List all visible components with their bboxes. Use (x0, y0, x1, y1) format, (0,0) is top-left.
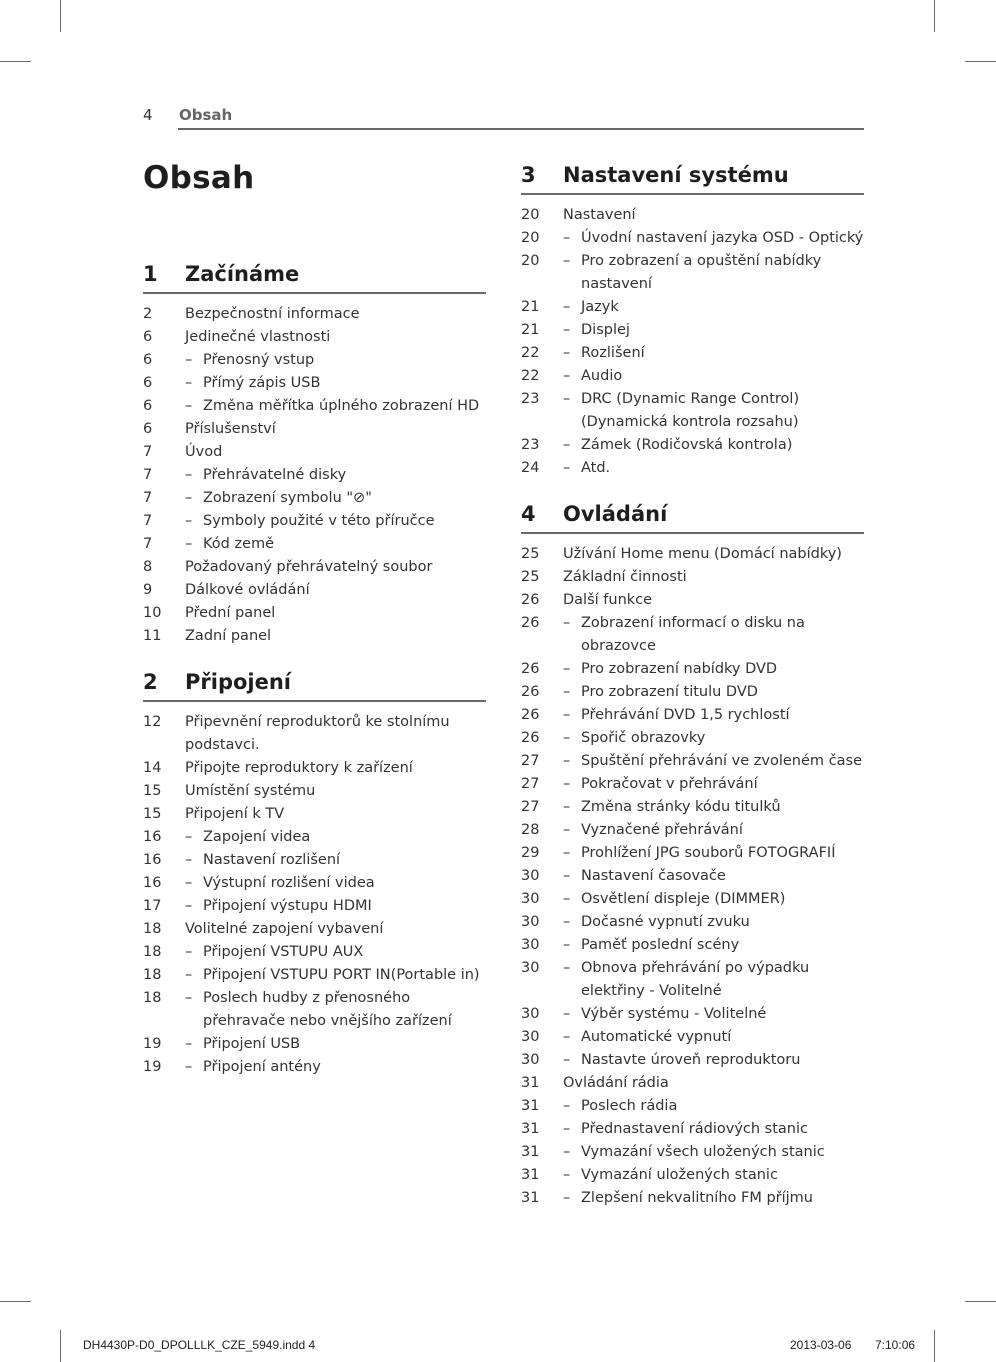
subentry-dash: – (563, 960, 571, 976)
entry-text: Přenosný vstup (203, 352, 315, 368)
subentry-dash: – (185, 536, 193, 552)
toc-subentry[interactable] (521, 1095, 864, 1118)
toc-entry[interactable] (143, 556, 486, 579)
subentry-dash: – (185, 513, 193, 529)
entry-page-number: 25 (521, 546, 540, 562)
footer-date: 2013-03-06 (790, 1338, 852, 1352)
toc-entry[interactable] (521, 589, 864, 612)
section-number: 4 (521, 502, 536, 526)
entry-text: Další funkce (563, 592, 653, 608)
entry-text: Zobrazení symbolu "⊘" (203, 490, 372, 506)
toc-subentry[interactable] (521, 1003, 864, 1026)
entry-text: Audio (581, 368, 623, 384)
toc-subentry[interactable] (143, 487, 486, 510)
toc-subentry[interactable] (521, 957, 864, 1003)
toc-subentry[interactable] (521, 388, 864, 434)
subentry-dash: – (563, 322, 571, 338)
entry-text: Přednastavení rádiových stanic (581, 1121, 808, 1137)
entry-text: Zobrazení informací o disku na obrazovce (581, 615, 810, 654)
entry-text: Připojení výstupu HDMI (203, 898, 372, 914)
entry-text: Přehrávatelné disky (203, 467, 347, 483)
subentry-dash: – (185, 352, 193, 368)
entry-text: Jedinečné vlastnosti (185, 329, 331, 345)
entry-text: Spuštění přehrávání ve zvoleném čase (581, 753, 862, 769)
entry-text: Vymazání všech uložených stanic (581, 1144, 825, 1160)
subentry-dash: – (563, 684, 571, 700)
toc-subentry[interactable] (521, 365, 864, 388)
entry-text: Vyznačené přehrávání (581, 822, 743, 838)
toc-entry[interactable] (521, 543, 864, 566)
entry-page-number: 19 (143, 1059, 162, 1075)
subentry-dash: – (185, 875, 193, 891)
toc-subentry[interactable] (143, 1033, 486, 1056)
toc-subentry[interactable] (521, 842, 864, 865)
entry-page-number: 26 (521, 592, 540, 608)
toc-subentry[interactable] (521, 1026, 864, 1049)
toc-subentry[interactable] (521, 1141, 864, 1164)
footer-file-slug: DH4430P-D0_DPOLLLK_CZE_5949.indd 4 (83, 1338, 316, 1352)
entry-text: Výstupní rozlišení videa (203, 875, 375, 891)
entry-text: Pokračovat v přehrávání (581, 776, 758, 792)
entry-page-number: 7 (143, 467, 153, 483)
toc-subentry[interactable] (143, 872, 486, 895)
entry-page-number: 22 (521, 345, 540, 361)
entry-page-number: 18 (143, 921, 162, 937)
entry-page-number: 29 (521, 845, 540, 861)
entry-page-number: 22 (521, 368, 540, 384)
toc-entry[interactable] (143, 418, 486, 441)
section-heading (143, 670, 486, 702)
toc-section (143, 670, 486, 1079)
subentry-dash: – (563, 345, 571, 361)
entry-text: Automatické vypnutí (581, 1029, 732, 1045)
toc-entry[interactable] (143, 303, 486, 326)
toc-subentry[interactable] (521, 773, 864, 796)
entry-text: Volitelné zapojení vybavení (185, 921, 384, 937)
entry-page-number: 27 (521, 799, 540, 815)
subentry-dash: – (563, 868, 571, 884)
entry-text: Bezpečnostní informace (185, 306, 360, 322)
toc-subentry[interactable] (521, 658, 864, 681)
entry-page-number: 23 (521, 437, 540, 453)
toc-subentry[interactable] (521, 434, 864, 457)
entry-page-number: 6 (143, 352, 153, 368)
toc-entry[interactable] (143, 602, 486, 625)
entry-page-number: 30 (521, 1052, 540, 1068)
entry-page-number: 16 (143, 875, 162, 891)
subentry-dash: – (185, 829, 193, 845)
entry-page-number: 30 (521, 1029, 540, 1045)
entry-text: Nastavení rozlišení (203, 852, 341, 868)
subentry-dash: – (563, 799, 571, 815)
subentry-dash: – (563, 460, 571, 476)
entry-page-number: 20 (521, 207, 540, 223)
toc-subentry[interactable] (521, 911, 864, 934)
subentry-dash: – (185, 398, 193, 414)
subentry-dash: – (563, 1029, 571, 1045)
entry-text: Dálkové ovládání (185, 582, 310, 598)
subentry-dash: – (185, 490, 193, 506)
section-title: Připojení (185, 670, 291, 694)
entry-text: Změna měřítka úplného zobrazení HD (203, 398, 480, 414)
entry-text: Požadovaný přehrávatelný soubor (185, 559, 433, 575)
entry-text: Příslušenství (185, 421, 276, 437)
subentry-dash: – (185, 967, 193, 983)
entry-page-number: 27 (521, 776, 540, 792)
entry-text: Poslech rádia (581, 1098, 678, 1114)
subentry-dash: – (185, 944, 193, 960)
running-head (143, 106, 864, 130)
toc-entry[interactable] (143, 918, 486, 941)
entry-page-number: 26 (521, 684, 540, 700)
running-head-page-number: 4 (143, 106, 153, 124)
subentry-dash: – (185, 990, 193, 1006)
entry-page-number: 23 (521, 391, 540, 407)
entry-page-number: 18 (143, 967, 162, 983)
entry-text: Umístění systému (185, 783, 316, 799)
subentry-dash: – (563, 891, 571, 907)
entry-page-number: 31 (521, 1098, 540, 1114)
entry-page-number: 16 (143, 829, 162, 845)
subentry-dash: – (563, 822, 571, 838)
toc-subentry[interactable] (521, 796, 864, 819)
entry-text: Přehrávání DVD 1,5 rychlostí (581, 707, 790, 723)
subentry-dash: – (563, 1121, 571, 1137)
entry-page-number: 26 (521, 730, 540, 746)
section-title: Nastavení systému (563, 163, 789, 187)
toc-subentry[interactable] (143, 1056, 486, 1079)
crop-mark-top-right-horizontal (965, 61, 996, 62)
entry-text: Nastavení časovače (581, 868, 726, 884)
entry-text: Atd. (581, 460, 611, 476)
entry-text: Dočasné vypnutí zvuku (581, 914, 750, 930)
entry-text: Úvod (185, 444, 223, 460)
entry-text: Připojení VSTUPU PORT IN(Portable in) (203, 967, 480, 983)
toc-subentry[interactable] (143, 533, 486, 556)
entry-text: Vymazání uložených stanic (581, 1167, 778, 1183)
entry-text: Osvětlení displeje (DIMMER) (581, 891, 786, 907)
toc-entry[interactable] (143, 441, 486, 464)
subentry-dash: – (563, 299, 571, 315)
toc-entry[interactable] (521, 566, 864, 589)
entry-page-number: 30 (521, 937, 540, 953)
entry-text: Nastavení (563, 207, 636, 223)
subentry-dash: – (563, 1167, 571, 1183)
toc-entry[interactable] (143, 625, 486, 648)
section-heading (143, 262, 486, 294)
entry-text: Úvodní nastavení jazyka OSD - Optický (581, 230, 864, 246)
toc-entry[interactable] (143, 780, 486, 803)
section-heading (521, 502, 864, 534)
toc-subentry[interactable] (521, 1118, 864, 1141)
toc-subentry[interactable] (521, 227, 864, 250)
entry-text: Připojení k TV (185, 806, 285, 822)
crop-mark-bottom-right-horizontal (965, 1301, 996, 1302)
footer-time: 7:10:06 (875, 1338, 916, 1352)
entry-page-number: 15 (143, 783, 162, 799)
entry-page-number: 30 (521, 1006, 540, 1022)
toc-entry[interactable] (143, 803, 486, 826)
entry-page-number: 20 (521, 230, 540, 246)
entry-text: Připojení USB (203, 1036, 301, 1052)
entry-page-number: 25 (521, 569, 540, 585)
toc-entry[interactable] (521, 204, 864, 227)
toc-subentry[interactable] (521, 319, 864, 342)
running-head-rule (178, 128, 864, 130)
entry-page-number: 9 (143, 582, 153, 598)
entry-page-number: 7 (143, 490, 153, 506)
entry-page-number: 6 (143, 421, 153, 437)
toc-subentry[interactable] (521, 296, 864, 319)
entry-text: Přední panel (185, 605, 276, 621)
crop-mark-bottom-left-vertical (60, 1330, 61, 1362)
toc-subentry[interactable] (521, 819, 864, 842)
subentry-dash: – (563, 391, 571, 407)
entry-page-number: 26 (521, 661, 540, 677)
toc-subentry[interactable] (143, 372, 486, 395)
entry-text: Výběr systému - Volitelné (581, 1006, 767, 1022)
subentry-dash: – (563, 253, 571, 269)
entry-text: Kód země (203, 536, 275, 552)
entry-text: Zadní panel (185, 628, 272, 644)
section-heading (521, 163, 864, 195)
toc-subentry[interactable] (521, 457, 864, 480)
subentry-dash: – (563, 753, 571, 769)
toc-subentry[interactable] (521, 250, 864, 296)
toc-subentry[interactable] (143, 510, 486, 533)
subentry-dash: – (563, 1006, 571, 1022)
entry-page-number: 30 (521, 868, 540, 884)
section-number: 1 (143, 262, 158, 286)
entry-text: Základní činnosti (563, 569, 687, 585)
toc-subentry[interactable] (521, 750, 864, 773)
entry-page-number: 11 (143, 628, 162, 644)
entry-page-number: 31 (521, 1167, 540, 1183)
crop-mark-top-left-vertical (60, 0, 61, 32)
entry-text: Paměť poslední scény (581, 937, 740, 953)
entry-page-number: 18 (143, 944, 162, 960)
entry-page-number: 27 (521, 753, 540, 769)
entry-page-number: 17 (143, 898, 162, 914)
entry-text: Rozlišení (581, 345, 645, 361)
crop-mark-bottom-right-vertical (934, 1330, 935, 1362)
entry-text: Pro zobrazení nabídky DVD (581, 661, 778, 677)
entry-page-number: 8 (143, 559, 153, 575)
section-number: 2 (143, 670, 158, 694)
entry-text: Přímý zápis USB (203, 375, 321, 391)
entry-page-number: 31 (521, 1144, 540, 1160)
toc-subentry[interactable] (143, 895, 486, 918)
toc-section (521, 163, 864, 480)
entry-text: Displej (581, 322, 630, 338)
entry-page-number: 12 (143, 714, 162, 730)
subentry-dash: – (563, 937, 571, 953)
entry-page-number: 7 (143, 536, 153, 552)
entry-text: DRC (Dynamic Range Control) (Dynamická kontrola rozsahu) (581, 391, 804, 430)
toc-section (521, 502, 864, 1210)
entry-page-number: 16 (143, 852, 162, 868)
toc-entry[interactable] (143, 326, 486, 349)
subentry-dash: – (563, 845, 571, 861)
entry-text: Připevnění reproduktorů ke stolnímu podstavci. (185, 714, 455, 753)
entry-page-number: 2 (143, 306, 153, 322)
entry-text: Spořič obrazovky (581, 730, 706, 746)
entry-page-number: 31 (521, 1190, 540, 1206)
page-title: Obsah (143, 160, 255, 196)
toc-entry[interactable] (143, 711, 486, 757)
toc-column-left (143, 262, 486, 1101)
crop-mark-bottom-left-horizontal (0, 1301, 31, 1302)
subentry-dash: – (185, 898, 193, 914)
subentry-dash: – (185, 1059, 193, 1075)
toc-subentry[interactable] (521, 1187, 864, 1210)
entry-page-number: 28 (521, 822, 540, 838)
subentry-dash: – (563, 707, 571, 723)
entry-text: Jazyk (581, 299, 619, 315)
subentry-dash: – (563, 914, 571, 930)
running-head-title: Obsah (179, 106, 233, 124)
toc-subentry[interactable] (521, 865, 864, 888)
entry-text: Zlepšení nekvalitního FM příjmu (581, 1190, 813, 1206)
toc-column-right (521, 163, 864, 1232)
entry-page-number: 7 (143, 513, 153, 529)
entry-page-number: 21 (521, 299, 540, 315)
subentry-dash: – (185, 1036, 193, 1052)
toc-subentry[interactable] (521, 727, 864, 750)
entry-page-number: 7 (143, 444, 153, 460)
entry-page-number: 14 (143, 760, 162, 776)
subentry-dash: – (563, 661, 571, 677)
section-number: 3 (521, 163, 536, 187)
entry-page-number: 15 (143, 806, 162, 822)
subentry-dash: – (563, 1052, 571, 1068)
entry-page-number: 26 (521, 615, 540, 631)
subentry-dash: – (185, 375, 193, 391)
entry-text: Pro zobrazení a opuštění nabídky nastavení (581, 253, 826, 292)
entry-page-number: 6 (143, 375, 153, 391)
entry-text: Nastavte úroveň reproduktoru (581, 1052, 801, 1068)
subentry-dash: – (563, 615, 571, 631)
entry-text: Užívání Home menu (Domácí nabídky) (563, 546, 842, 562)
section-title: Ovládání (563, 502, 668, 526)
subentry-dash: – (563, 1190, 571, 1206)
crop-mark-top-left-horizontal (0, 61, 31, 62)
toc-subentry[interactable] (521, 1164, 864, 1187)
toc-subentry[interactable] (143, 464, 486, 487)
entry-text: Zámek (Rodičovská kontrola) (581, 437, 793, 453)
entry-text: Připojte reproduktory k zařízení (185, 760, 413, 776)
entry-text: Zapojení videa (203, 829, 311, 845)
toc-subentry[interactable] (143, 349, 486, 372)
subentry-dash: – (563, 1144, 571, 1160)
toc-subentry[interactable] (521, 342, 864, 365)
subentry-dash: – (563, 776, 571, 792)
entry-page-number: 30 (521, 914, 540, 930)
subentry-dash: – (185, 852, 193, 868)
entry-page-number: 6 (143, 329, 153, 345)
entry-page-number: 21 (521, 322, 540, 338)
subentry-dash: – (563, 230, 571, 246)
toc-entry[interactable] (143, 757, 486, 780)
entry-page-number: 19 (143, 1036, 162, 1052)
toc-subentry[interactable] (521, 1049, 864, 1072)
entry-text: Připojení VSTUPU AUX (203, 944, 364, 960)
toc-subentry[interactable] (521, 934, 864, 957)
toc-entry[interactable] (143, 579, 486, 602)
entry-page-number: 31 (521, 1121, 540, 1137)
entry-page-number: 30 (521, 891, 540, 907)
toc-subentry[interactable] (143, 987, 486, 1033)
entry-page-number: 30 (521, 960, 540, 976)
toc-subentry[interactable] (521, 681, 864, 704)
entry-text: Poslech hudby z přenosného přehravače nebo vnějšího zařízení (203, 990, 452, 1029)
toc-subentry[interactable] (521, 612, 864, 658)
subentry-dash: – (563, 1098, 571, 1114)
entry-text: Prohlížení JPG souborů FOTOGRAFIÍ (581, 845, 836, 861)
crop-mark-top-right-vertical (934, 0, 935, 32)
entry-text: Připojení antény (203, 1059, 321, 1075)
toc-subentry[interactable] (143, 849, 486, 872)
entry-page-number: 20 (521, 253, 540, 269)
toc-subentry[interactable] (521, 888, 864, 911)
subentry-dash: – (563, 730, 571, 746)
toc-subentry[interactable] (521, 704, 864, 727)
entry-text: Změna stránky kódu titulků (581, 799, 781, 815)
subentry-dash: – (563, 437, 571, 453)
entry-text: Obnova přehrávání po výpadku elektřiny - Volitelné (581, 960, 814, 999)
section-title: Začínáme (185, 262, 300, 286)
entry-page-number: 10 (143, 605, 162, 621)
toc-subentry[interactable] (143, 941, 486, 964)
toc-section (143, 262, 486, 648)
subentry-dash: – (185, 467, 193, 483)
entry-page-number: 26 (521, 707, 540, 723)
entry-text: Ovládání rádia (563, 1075, 669, 1091)
entry-page-number: 24 (521, 460, 540, 476)
entry-text: Pro zobrazení titulu DVD (581, 684, 758, 700)
entry-page-number: 18 (143, 990, 162, 1006)
toc-subentry[interactable] (143, 395, 486, 418)
toc-entry[interactable] (521, 1072, 864, 1095)
toc-subentry[interactable] (143, 826, 486, 849)
entry-page-number: 31 (521, 1075, 540, 1091)
entry-text: Symboly použité v této příručce (203, 513, 435, 529)
entry-page-number: 6 (143, 398, 153, 414)
toc-subentry[interactable] (143, 964, 486, 987)
subentry-dash: – (563, 368, 571, 384)
